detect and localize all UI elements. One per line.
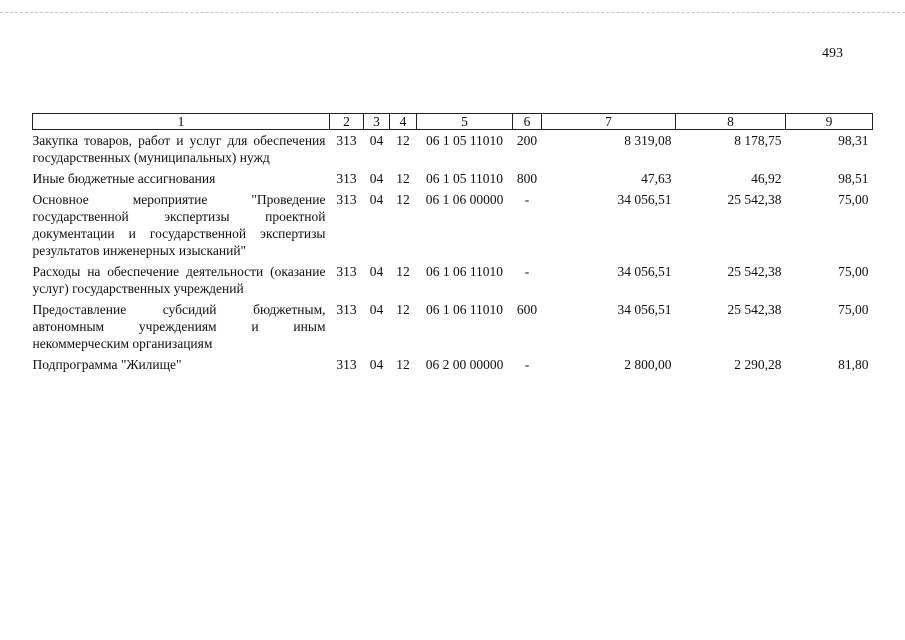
row-col-8: 25 542,38: [727, 302, 782, 317]
row-name: Подпрограмма "Жилище": [32, 357, 182, 372]
row-col-3: 04: [369, 171, 384, 186]
row-col-3: 04: [369, 133, 384, 148]
row-col-5: 06 1 06 11010: [425, 264, 504, 279]
row-col-9: 81,80: [838, 357, 869, 372]
row-col-5: 06 1 06 11010: [425, 302, 504, 317]
header-col-5: 5: [417, 114, 513, 130]
table-row: [33, 299, 873, 354]
row-name: Иные бюджетные ассигнования: [32, 171, 216, 186]
row-col-5: 06 1 06 00000: [425, 192, 504, 207]
row-col-7: 8 319,08: [624, 133, 672, 148]
row-col-7: 34 056,51: [617, 192, 672, 207]
row-col-2: 313: [336, 302, 357, 317]
row-col-5: 06 1 05 11010: [425, 133, 504, 148]
row-col-2: 313: [336, 171, 357, 186]
row-col-8: 25 542,38: [727, 192, 782, 207]
table-row: [33, 261, 873, 299]
table-row: [33, 168, 873, 189]
row-col-2: 313: [336, 192, 357, 207]
header-col-8: 8: [676, 114, 786, 130]
row-col-4: 12: [396, 357, 410, 372]
row-col-6: 200: [516, 133, 538, 148]
page-number: 493: [822, 46, 843, 61]
header-col-3: 3: [364, 114, 390, 130]
row-col-6: -: [524, 192, 530, 207]
row-name: Предоставление субсидий бюджетным, автономным учреждениям и иным некоммерческим организациям: [32, 302, 326, 351]
header-col-9: 9: [786, 114, 873, 130]
row-col-7: 34 056,51: [617, 264, 672, 279]
row-col-2: 313: [336, 133, 357, 148]
row-col-8: 2 290,28: [734, 357, 782, 372]
row-col-6: 600: [516, 302, 538, 317]
row-col-3: 04: [369, 264, 384, 279]
row-col-9: 98,51: [838, 171, 869, 186]
row-col-4: 12: [396, 264, 410, 279]
row-col-7: 34 056,51: [617, 302, 672, 317]
table-row: [33, 189, 873, 261]
row-col-4: 12: [396, 171, 410, 186]
row-col-9: 75,00: [838, 264, 869, 279]
row-name: Основное мероприятие "Проведение государственной экспертизы проектной документации и государственной экспертизы результатов инженерных изысканий": [32, 192, 326, 258]
row-col-3: 04: [369, 302, 384, 317]
row-col-8: 46,92: [751, 171, 782, 186]
budget-table: [32, 113, 873, 375]
header-col-7: 7: [542, 114, 676, 130]
row-col-4: 12: [396, 133, 410, 148]
row-col-3: 04: [369, 357, 384, 372]
row-col-5: 06 2 00 00000: [425, 357, 504, 372]
row-col-4: 12: [396, 302, 410, 317]
row-col-4: 12: [396, 192, 410, 207]
row-col-6: 800: [516, 171, 538, 186]
row-col-3: 04: [369, 192, 384, 207]
header-col-1: 1: [33, 114, 330, 130]
header-col-4: 4: [390, 114, 417, 130]
table-header-row: [33, 114, 873, 130]
table-row: [33, 130, 873, 169]
row-name: Расходы на обеспечение деятельности (оказание услуг) государственных учреждений: [32, 264, 326, 296]
table-row: [33, 354, 873, 375]
row-col-9: 98,31: [838, 133, 869, 148]
header-col-6: 6: [513, 114, 542, 130]
row-col-8: 25 542,38: [727, 264, 782, 279]
row-col-7: 2 800,00: [624, 357, 672, 372]
row-col-7: 47,63: [641, 171, 672, 186]
row-name: Закупка товаров, работ и услуг для обеспечения государственных (муниципальных) нужд: [32, 133, 326, 165]
row-col-5: 06 1 05 11010: [425, 171, 504, 186]
header-col-2: 2: [330, 114, 364, 130]
scan-artifact-line: [0, 12, 905, 14]
row-col-9: 75,00: [838, 302, 869, 317]
row-col-2: 313: [336, 264, 357, 279]
row-col-2: 313: [336, 357, 357, 372]
row-col-8: 8 178,75: [734, 133, 782, 148]
row-col-6: -: [524, 357, 530, 372]
row-col-9: 75,00: [838, 192, 869, 207]
row-col-6: -: [524, 264, 530, 279]
